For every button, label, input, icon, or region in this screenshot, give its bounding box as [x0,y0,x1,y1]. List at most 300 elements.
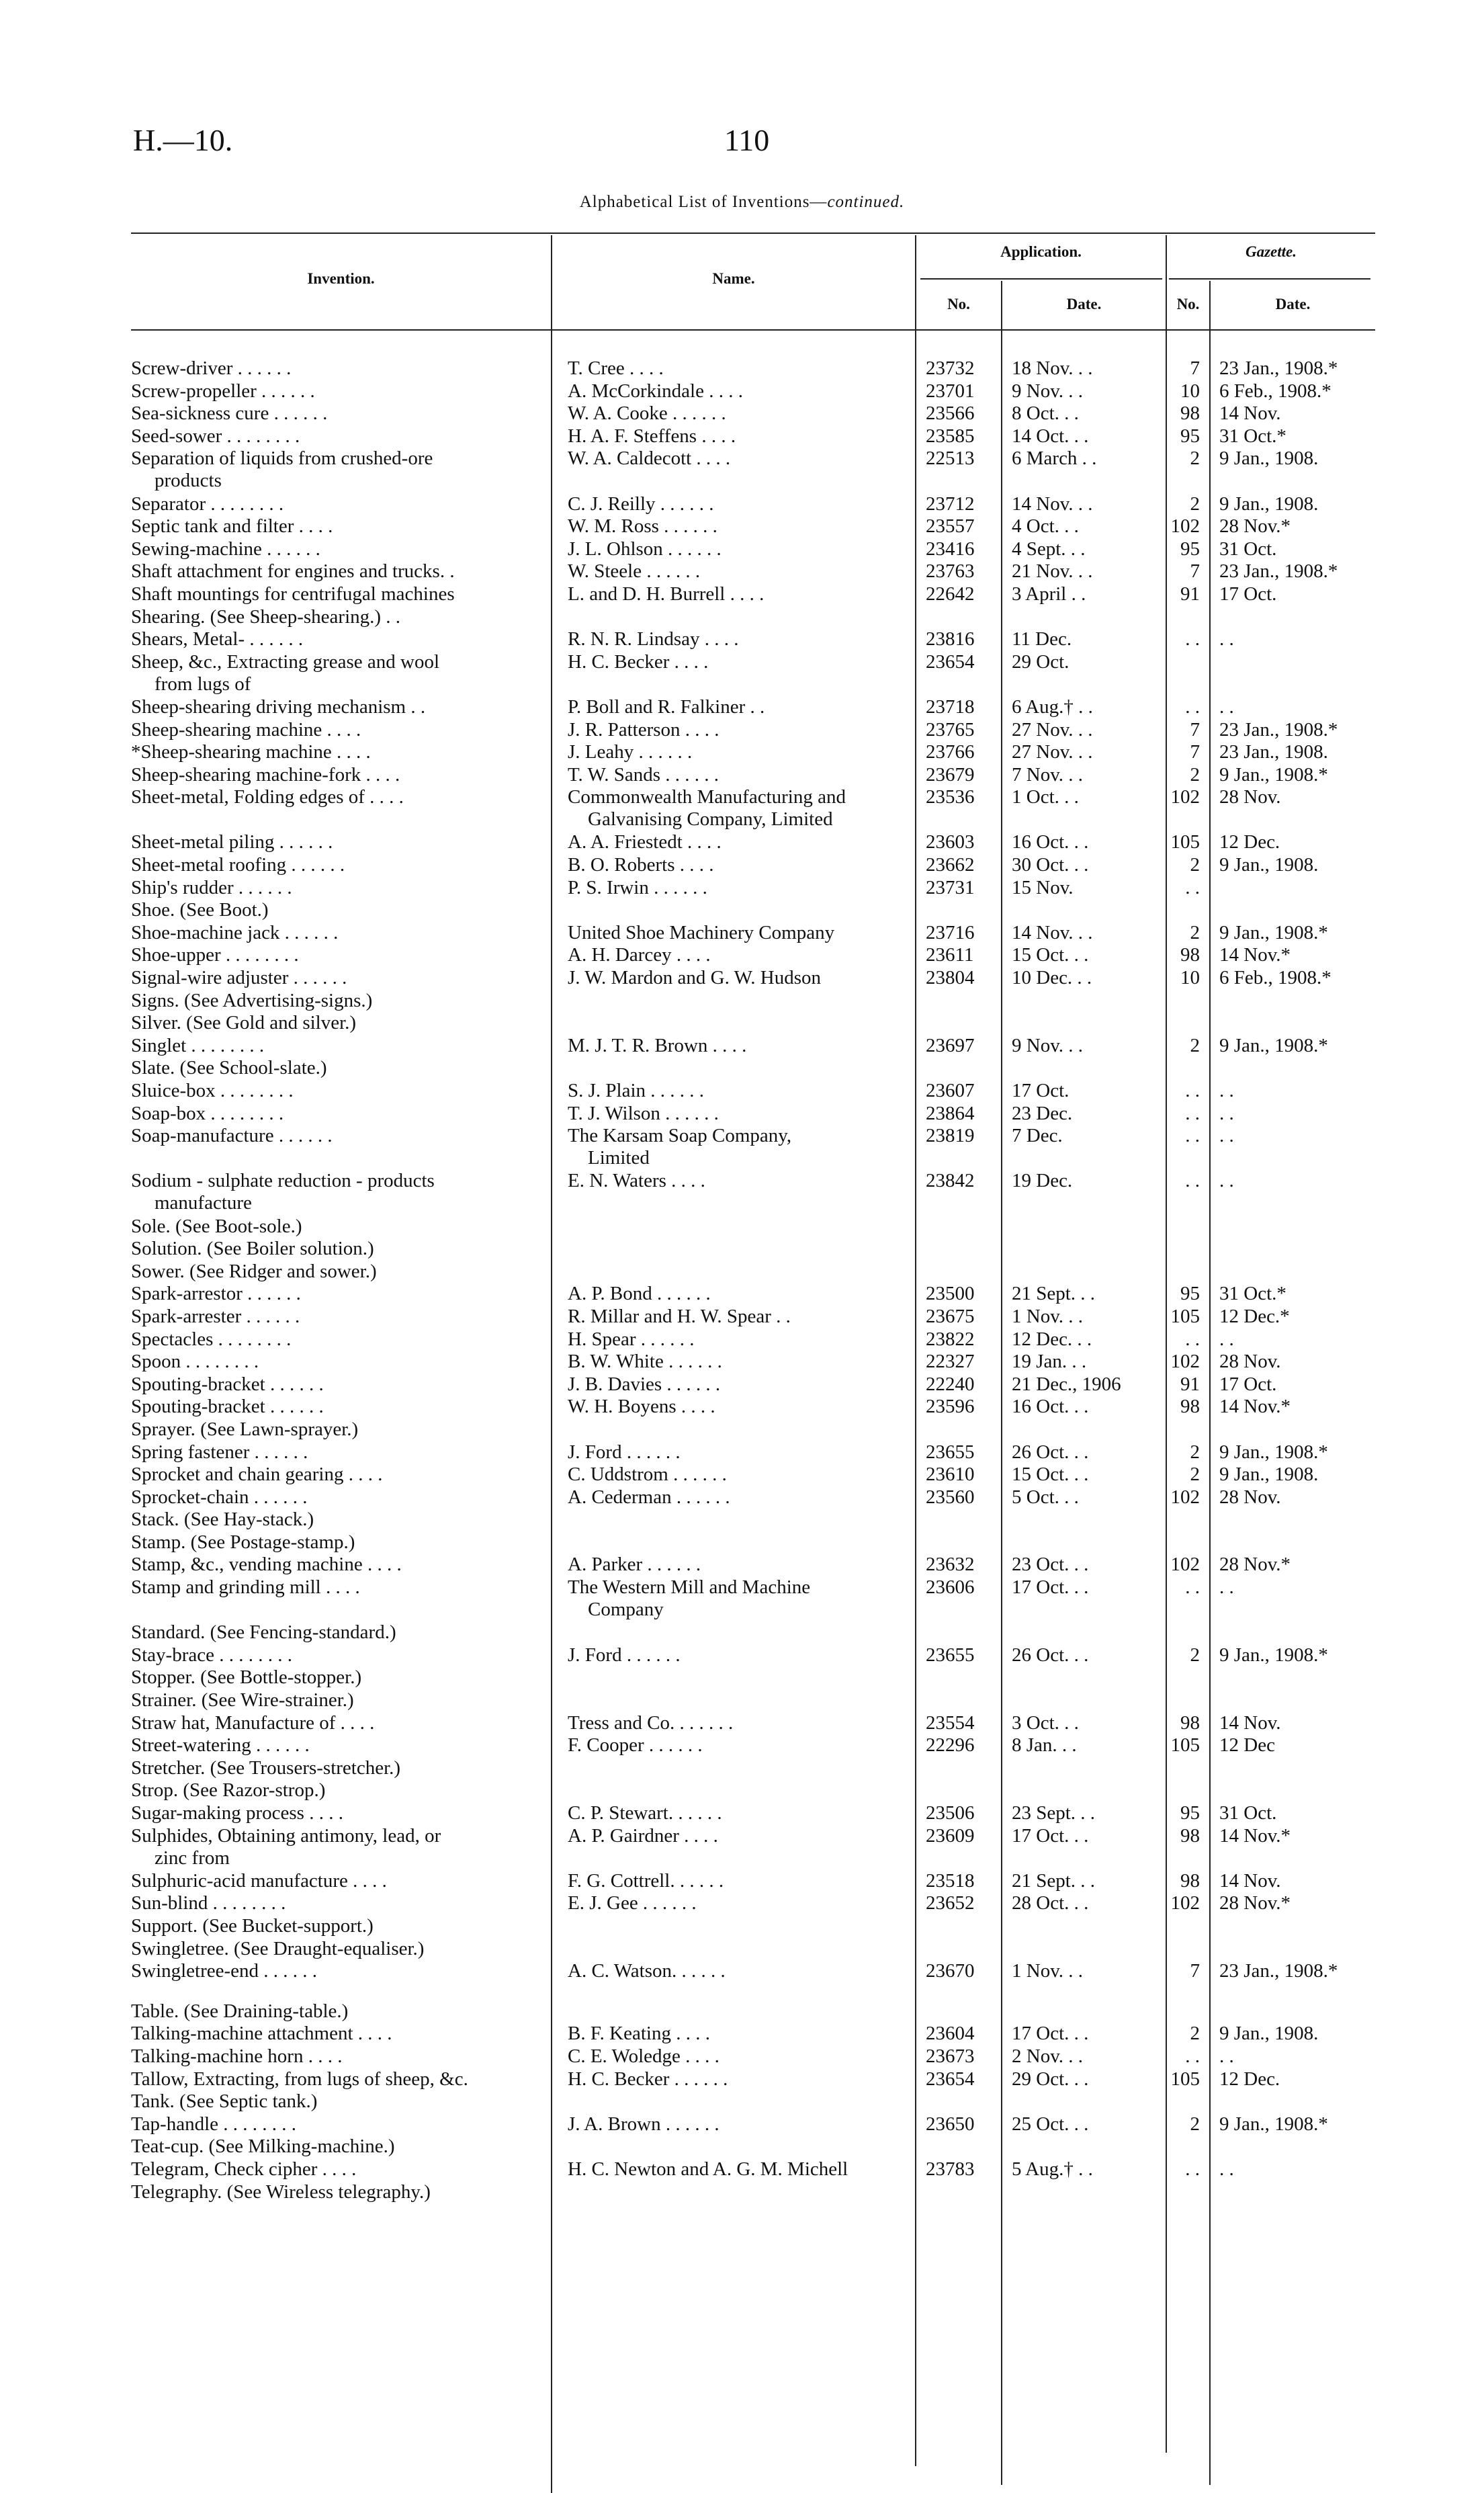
application-number-cell: 23536 [926,786,975,808]
table-row [0,741,1484,764]
table-row [0,1757,1484,1780]
invention-cell-line: Sulphuric-acid manufacture . . . . [131,1869,387,1892]
table-row [0,1486,1484,1509]
name-cell [568,357,904,380]
table-row [0,1328,1484,1351]
invention-cell-line: Sheep, &c., Extracting grease and wool [131,650,440,673]
name-cell [568,1351,904,1373]
invention-cell [131,1238,537,1260]
invention-cell-line: Shoe-upper . . . . . . . . [131,944,299,966]
invention-cell-line: Soap-box . . . . . . . . [131,1102,284,1124]
name-cell [568,1870,904,1892]
table-row [0,1170,1484,1215]
invention-cell [131,1351,537,1373]
name-cell [568,1734,904,1757]
name-cell [568,538,904,560]
invention-cell [131,854,537,876]
invention-cell-line: Shaft attachment for engines and trucks. . [131,560,455,583]
name-cell-line: Company [588,1599,664,1621]
application-date-cell: 23 Oct. . . [1012,1554,1089,1576]
name-cell-line: A. McCorkindale . . . . [568,380,743,402]
table-row [0,1080,1484,1103]
invention-cell [131,764,537,786]
name-cell-line: J. Leahy . . . . . . [568,741,693,763]
application-date-cell: 29 Oct. . . [1012,2068,1089,2090]
application-date-cell: 21 Dec., 1906 [1012,1373,1121,1395]
table-row [0,877,1484,900]
name-cell-line: E. N. Waters . . . . [568,1170,705,1192]
invention-cell-line: Telegram, Check cipher . . . . [131,2158,357,2180]
name-cell-line: T. Cree . . . . [568,357,664,379]
application-date-cell: 8 Jan. . . [1012,1734,1077,1757]
gazette-number-cell: 98 [1180,944,1200,966]
gazette-date-cell: 14 Nov. [1219,1712,1281,1734]
application-date-cell: 27 Nov. . . [1012,718,1093,741]
gazette-number-cell: . . [1185,1576,1200,1599]
gazette-number-cell: 2 [1190,493,1200,515]
name-cell [568,967,904,989]
application-date-cell: 7 Nov. . . [1012,763,1084,786]
application-date-cell: 23 Dec. [1012,1102,1073,1124]
invention-cell-line: Stamp, &c., vending machine . . . . [131,1554,402,1576]
application-number-cell: 23607 [926,1080,975,1101]
invention-cell-line: Silver. (See Gold and silver.) [131,1012,357,1034]
gazette-date-cell: 9 Jan., 1908. [1219,493,1319,515]
gazette-date-cell: 9 Jan., 1908.* [1219,1441,1328,1463]
application-date-cell: 2 Nov. . . [1012,2045,1084,2067]
invention-cell [131,357,537,380]
name-cell-line: C. E. Woledge . . . . [568,2045,719,2067]
name-cell-line: S. J. Plain . . . . . . [568,1080,705,1101]
application-number-cell: 23506 [926,1802,975,1824]
name-cell-line: J. B. Davies . . . . . . [568,1373,721,1395]
table-row [0,1125,1484,1170]
application-date-cell: 12 Dec. . . [1012,1328,1092,1350]
invention-cell [131,1509,537,1531]
col-header-invention: Invention. [307,270,375,287]
name-cell [568,651,904,673]
col-header-gaz-no: No. [1176,296,1200,312]
name-cell-line: W. Steele . . . . . . [568,560,701,583]
table-row [0,448,1484,493]
name-cell [568,1328,904,1351]
invention-cell [131,628,537,650]
table-row [0,1938,1484,1961]
invention-cell [131,1712,537,1734]
invention-cell [131,1486,537,1509]
invention-cell [131,2045,537,2068]
gazette-sub-rule [1169,278,1370,280]
application-number-cell: 23864 [926,1102,975,1124]
invention-cell [131,2023,537,2045]
name-cell-line: H. C. Becker . . . . [568,650,709,673]
invention-cell [131,741,537,763]
invention-cell-line: Slate. (See School-slate.) [131,1057,327,1079]
name-cell [568,1035,904,1057]
invention-cell-line: Standard. (See Fencing-standard.) [131,1621,396,1644]
application-number-cell: 23697 [926,1034,975,1056]
invention-cell-line: Shoe. (See Boot.) [131,899,269,921]
gazette-number-cell: 2 [1190,448,1200,470]
application-date-cell: 21 Nov. . . [1012,560,1093,583]
invention-cell-line: Support. (See Bucket-support.) [131,1914,374,1937]
application-date-cell: 6 March . . [1012,448,1097,470]
invention-cell-line: Sun-blind . . . . . . . . [131,1892,286,1914]
gazette-number-cell: 2 [1190,921,1200,943]
invention-cell [131,1012,537,1034]
gazette-date-cell: 31 Oct. [1219,538,1277,560]
gazette-date-cell: . . [1219,2158,1234,2180]
gazette-number-cell: 2 [1190,854,1200,876]
application-number-cell: 22513 [926,448,975,470]
name-cell [568,2113,904,2136]
invention-cell [131,538,537,560]
table-row [0,1779,1484,1802]
invention-cell-line: *Sheep-shearing machine . . . . [131,741,371,763]
page-number: 110 [724,123,770,157]
invention-cell-line: Table. (See Draining-table.) [131,2000,349,2022]
name-cell [568,786,904,831]
invention-cell-line: Swingletree. (See Draught-equaliser.) [131,1937,425,1959]
invention-cell [131,1960,537,1982]
invention-cell-line: Sulphides, Obtaining antimony, lead, or [131,1824,441,1847]
application-date-cell: 18 Nov. . . [1012,357,1093,379]
gazette-date-cell: 23 Jan., 1908.* [1219,560,1338,583]
invention-cell [131,1576,537,1599]
invention-cell [131,967,537,989]
table-row [0,1734,1484,1757]
invention-cell [131,877,537,899]
gazette-number-cell: 7 [1190,718,1200,741]
gazette-number-cell: 98 [1180,1869,1200,1892]
application-date-cell: 17 Oct. . . [1012,1576,1089,1599]
gazette-number-cell: . . [1185,2158,1200,2180]
application-date-cell: 5 Aug.† . . [1012,2158,1093,2180]
gazette-number-cell: . . [1185,1125,1200,1147]
invention-cell [131,583,537,605]
application-number-cell: 23606 [926,1576,975,1599]
invention-cell-line: Tap-handle . . . . . . . . [131,2113,297,2135]
invention-cell-line: manufacture [155,1192,252,1214]
inventions-table [0,357,1484,2203]
invention-cell-line: Stopper. (See Bottle-stopper.) [131,1666,362,1689]
gazette-number-cell: 2 [1190,1441,1200,1463]
gazette-date-cell: 23 Jan., 1908.* [1219,718,1338,741]
name-cell-line: Commonwealth Manufacturing and [568,786,846,808]
name-cell-line: J. L. Ohlson . . . . . . [568,538,722,560]
table-row [0,1554,1484,1576]
table-row [0,1915,1484,1938]
name-cell-line: J. R. Patterson . . . . [568,718,719,741]
invention-cell [131,1057,537,1079]
gazette-date-cell: . . [1219,1080,1234,1101]
table-row [0,2136,1484,2158]
application-number-cell: 23603 [926,831,975,853]
gazette-number-cell: . . [1185,628,1200,650]
gazette-date-cell: 14 Nov.* [1219,944,1291,966]
table-row [0,1666,1484,1689]
application-date-cell: 4 Oct. . . [1012,515,1079,538]
application-number-cell: 23662 [926,854,975,876]
application-number-cell: 23679 [926,763,975,786]
gazette-date-cell: 23 Jan., 1908.* [1219,357,1338,379]
invention-cell-line: Sluice-box . . . . . . . . [131,1080,294,1101]
table-row [0,1396,1484,1419]
name-cell-line: R. N. R. Lindsay . . . . [568,628,739,650]
table-row [0,1892,1484,1915]
application-number-cell: 23604 [926,2023,975,2045]
invention-cell [131,1216,537,1238]
gazette-date-cell: . . [1219,2045,1234,2067]
application-number-cell: 23596 [926,1396,975,1418]
name-cell [568,696,904,718]
application-number-cell: 23819 [926,1125,975,1147]
application-number-cell: 23416 [926,538,975,560]
gazette-date-cell: 9 Jan., 1908. [1219,1464,1319,1486]
table-row [0,380,1484,403]
gazette-number-cell: 98 [1180,1712,1200,1734]
table-row [0,1712,1484,1735]
col-header-gazette: Gazette. [1245,243,1297,260]
gazette-date-cell: 9 Jan., 1908. [1219,448,1319,470]
name-cell [568,515,904,538]
application-date-cell: 3 Oct. . . [1012,1712,1079,1734]
table-row [0,831,1484,854]
application-number-cell: 23675 [926,1305,975,1327]
application-number-cell: 23654 [926,2068,975,2090]
name-cell [568,1486,904,1509]
application-date-cell: 9 Nov. . . [1012,1034,1084,1056]
gazette-number-cell: 7 [1190,357,1200,379]
application-date-cell: 27 Nov. . . [1012,741,1093,763]
application-number-cell: 23842 [926,1170,975,1192]
gazette-date-cell: 14 Nov.* [1219,1396,1291,1418]
name-cell [568,2068,904,2090]
document-reference: H.—10. [133,123,233,157]
page-title-continued: continued. [827,193,905,211]
name-cell [568,922,904,944]
invention-cell-line: Talking-machine attachment . . . . [131,2023,392,2045]
gazette-date-cell: 14 Nov.* [1219,1824,1291,1847]
name-cell-line: United Shoe Machinery Company [568,921,835,943]
invention-cell [131,1374,537,1396]
invention-cell-line: products [155,470,222,492]
table-row [0,1509,1484,1531]
name-cell-line: A. C. Watson. . . . . . [568,1960,726,1982]
name-cell-line: H. C. Becker . . . . . . [568,2068,728,2090]
name-cell [568,1283,904,1305]
invention-cell-line: Strainer. (See Wire-strainer.) [131,1689,354,1712]
application-date-cell: 19 Dec. [1012,1170,1073,1192]
name-cell-line: T. W. Sands . . . . . . [568,763,719,786]
application-date-cell: 17 Oct. [1012,1080,1070,1101]
invention-cell-line: Sower. (See Ridger and sower.) [131,1260,377,1282]
invention-cell-line: Signal-wire adjuster . . . . . . [131,967,347,989]
application-date-cell: 4 Sept. . . [1012,538,1086,560]
table-row [0,1283,1484,1306]
gazette-date-cell: 23 Jan., 1908. [1219,741,1328,763]
table-row [0,1012,1484,1035]
application-number-cell: 23500 [926,1283,975,1305]
application-date-cell: 15 Oct. . . [1012,944,1089,966]
gazette-date-cell: 28 Nov.* [1219,515,1291,538]
gazette-date-cell: 12 Dec. [1219,2068,1280,2090]
application-date-cell: 23 Sept. . . [1012,1802,1096,1824]
application-number-cell: 23732 [926,357,975,379]
name-cell-line: A. Cederman . . . . . . [568,1486,730,1508]
name-cell [568,1825,904,1847]
table-row [0,2090,1484,2113]
invention-cell [131,2158,537,2181]
application-date-cell: 8 Oct. . . [1012,403,1079,425]
invention-cell [131,1170,537,1214]
name-cell [568,583,904,605]
invention-cell [131,719,537,741]
gazette-number-cell: 7 [1190,560,1200,583]
name-cell [568,1080,904,1102]
invention-cell-line: Telegraphy. (See Wireless telegraphy.) [131,2181,431,2203]
table-row [0,403,1484,425]
application-date-cell: 15 Oct. . . [1012,1464,1089,1486]
table-row [0,425,1484,448]
invention-cell [131,831,537,853]
name-cell [568,1170,904,1192]
name-cell-line: H. Spear . . . . . . [568,1328,695,1350]
gazette-number-cell: 95 [1180,538,1200,560]
invention-cell [131,1779,537,1802]
table-row [0,990,1484,1013]
name-cell-line: C. P. Stewart. . . . . . [568,1802,722,1824]
invention-cell [131,786,537,808]
name-cell [568,1554,904,1576]
table-row [0,1464,1484,1486]
name-cell-line: W. H. Boyens . . . . [568,1396,715,1418]
application-number-cell: 23731 [926,876,975,898]
invention-cell-line: Tallow, Extracting, from lugs of sheep, &c. [131,2068,468,2090]
application-date-cell: 14 Nov. . . [1012,493,1093,515]
gazette-number-cell: 2 [1190,1034,1200,1056]
name-cell [568,1103,904,1125]
gazette-date-cell: . . [1219,1576,1234,1599]
invention-cell [131,1035,537,1057]
name-cell-line: L. and D. H. Burrell . . . . [568,583,765,605]
table-row [0,583,1484,606]
col-header-app-no: No. [947,296,970,312]
name-cell [568,831,904,853]
name-cell-line: A. P. Gairdner . . . . [568,1824,718,1847]
name-cell-line: C. J. Reilly . . . . . . [568,493,714,515]
name-cell-line: A. P. Bond . . . . . . [568,1283,711,1305]
invention-cell-line: Separator . . . . . . . . [131,493,284,515]
application-date-cell: 16 Oct. . . [1012,831,1089,853]
name-cell-line: H. A. F. Steffens . . . . [568,425,736,447]
table-row [0,696,1484,719]
application-number-cell: 23701 [926,380,975,402]
invention-cell-line: Sprocket and chain gearing . . . . [131,1464,383,1486]
invention-cell-line: Sheet-metal, Folding edges of . . . . [131,786,404,808]
gazette-number-cell: 105 [1170,1734,1200,1757]
name-cell-line: F. G. Cottrell. . . . . . [568,1869,724,1892]
name-cell-line: J. Ford . . . . . . [568,1441,681,1463]
invention-cell [131,1306,537,1328]
name-cell [568,1374,904,1396]
application-number-cell: 23716 [926,921,975,943]
application-number-cell: 23518 [926,1869,975,1892]
table-row [0,1103,1484,1126]
gazette-number-cell: 10 [1180,967,1200,989]
application-date-cell: 19 Jan. . . [1012,1351,1087,1373]
invention-cell-line: Soap-manufacture . . . . . . [131,1125,333,1147]
gazette-number-cell: . . [1185,1328,1200,1350]
name-cell-line: W. A. Caldecott . . . . [568,448,731,470]
invention-cell-line: Sugar-making process . . . . [131,1802,343,1824]
gazette-number-cell: . . [1185,1102,1200,1124]
table-row [0,1057,1484,1080]
name-cell-line: Limited [588,1147,650,1169]
table-row [0,357,1484,380]
invention-cell-line: Ship's rudder . . . . . . [131,876,292,898]
invention-cell [131,2090,537,2113]
invention-cell [131,493,537,515]
name-cell [568,2045,904,2068]
invention-cell [131,1915,537,1937]
name-cell-line: B. O. Roberts . . . . [568,854,714,876]
table-row [0,1621,1484,1644]
table-row [0,1351,1484,1374]
invention-cell-line: Spouting-bracket . . . . . . [131,1396,324,1418]
gazette-number-cell: 102 [1170,1892,1200,1914]
name-cell-line: J. A. Brown . . . . . . [568,2113,719,2135]
invention-cell-line: zinc from [155,1847,230,1869]
gazette-number-cell: . . [1185,1170,1200,1192]
application-number-cell: 23673 [926,2045,975,2067]
invention-cell [131,1531,537,1554]
gazette-number-cell: 102 [1170,515,1200,538]
name-cell [568,2023,904,2045]
invention-cell-line: Stamp. (See Postage-stamp.) [131,1531,355,1553]
name-cell-line: H. C. Newton and A. G. M. Michell [568,2158,848,2180]
name-cell-line: R. Millar and H. W. Spear . . [568,1305,791,1327]
application-date-cell: 5 Oct. . . [1012,1486,1079,1508]
application-date-cell: 26 Oct. . . [1012,1441,1089,1463]
table-row [0,1644,1484,1667]
invention-cell [131,1644,537,1666]
invention-cell-line: Spark-arrester . . . . . . [131,1305,300,1327]
gazette-date-cell: 28 Nov. [1219,786,1281,808]
gazette-number-cell: . . [1185,876,1200,898]
name-cell [568,1441,904,1464]
invention-cell-line: Teat-cup. (See Milking-machine.) [131,2136,395,2158]
invention-cell [131,1261,537,1283]
gazette-number-cell: 105 [1170,1305,1200,1327]
application-date-cell: 28 Oct. . . [1012,1892,1089,1914]
application-number-cell: 23585 [926,425,975,447]
application-number-cell: 23654 [926,650,975,673]
invention-cell [131,1870,537,1892]
invention-cell-line: Screw-driver . . . . . . [131,357,292,379]
name-cell [568,493,904,515]
col-header-app-date: Date. [1066,296,1102,312]
gazette-date-cell: 12 Dec.* [1219,1305,1290,1327]
invention-cell [131,1666,537,1689]
table-row [0,1825,1484,1870]
name-cell-line: B. W. White . . . . . . [568,1351,722,1373]
gazette-number-cell: 91 [1180,583,1200,605]
invention-cell-line: Signs. (See Advertising-signs.) [131,989,373,1011]
invention-cell [131,2136,537,2158]
name-cell-line: W. A. Cooke . . . . . . [568,403,726,425]
name-cell [568,2158,904,2181]
